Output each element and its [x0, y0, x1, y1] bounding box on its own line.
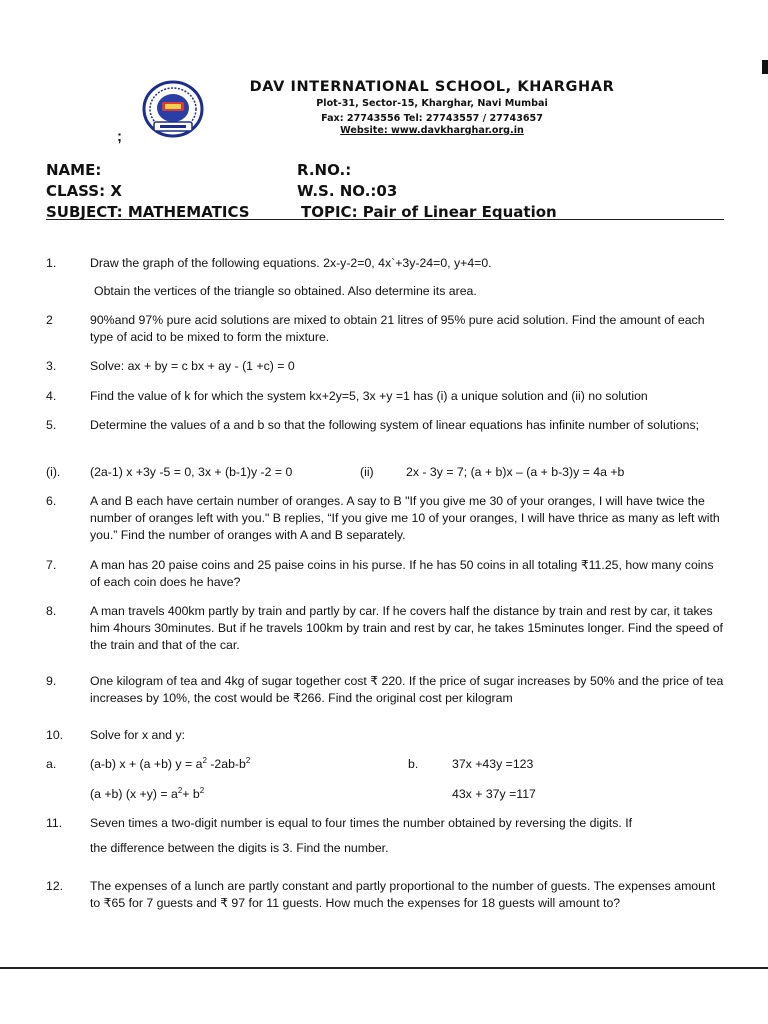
question-number: 12.: [46, 879, 64, 893]
question-7: [46, 557, 726, 591]
part-a-equation-1: [90, 756, 250, 773]
part-a-b-row-1: [90, 756, 726, 773]
question-text: The expenses of a lunch are partly constant and partly proportional to the number of guests. The expenses amount to ₹65 for 7 guests and ₹ 97 for 11 guests. How much the expenses for 18 guests will amount to?: [90, 879, 716, 910]
question-5: [46, 417, 726, 434]
question-10: [46, 727, 726, 744]
class-label: CLASS: X: [46, 182, 122, 200]
stray-mark: ;: [117, 128, 122, 145]
question-number: 3.: [46, 359, 57, 373]
exponent: 2: [245, 755, 251, 765]
question-number: 4.: [46, 389, 57, 403]
question-number: 6.: [46, 494, 57, 508]
question-number: 8.: [46, 604, 57, 618]
question-6: [46, 493, 726, 544]
question-number: 2: [46, 313, 53, 327]
question-2: [46, 312, 726, 346]
part-columns: [90, 464, 726, 481]
corner-mark: [762, 60, 768, 74]
part-ii-label: (ii): [360, 465, 374, 479]
question-text: 90%and 97% pure acid solutions are mixed to obtain 21 litres of 95% pure acid solution. Find the amount of each type of acid to be mixed to form the mixture.: [90, 313, 705, 344]
part-ii-equations: 2x - 3y = 7; (a + b)x – (a + b-3)y = 4a +b: [406, 465, 625, 479]
part-number: a.: [46, 757, 57, 771]
worksheet-number-label: W.S. NO.:03: [297, 182, 398, 200]
name-field-label: NAME:: [46, 161, 102, 179]
part-number: (i).: [46, 465, 61, 479]
exponent: 2: [199, 785, 205, 795]
part-b-equation-1: 37x +43y =123: [452, 757, 534, 771]
part-a-equation-2: [90, 786, 204, 803]
roll-number-label: R.NO.:: [297, 161, 352, 179]
question-text: Draw the graph of the following equations. 2x-y-2=0, 4x`+3y-24=0, y+4=0.: [90, 256, 492, 270]
topic-label: TOPIC: Pair of Linear Equation: [301, 203, 557, 221]
exponent: 2: [202, 755, 207, 765]
question-4: [46, 388, 726, 405]
footer-divider: [0, 967, 768, 969]
eq-term: (a +b) (x +y) = a: [90, 787, 178, 801]
question-text: Solve for x and y:: [90, 728, 186, 742]
question-3: [46, 358, 726, 375]
header-divider: [46, 219, 724, 220]
question-text: Solve: ax + by = c bx + ay - (1 +c) = 0: [90, 359, 295, 373]
question-text: Find the value of k for which the system kx+2y=5, 3x +y =1 has (i) a unique solution and (ii) no solution: [90, 389, 648, 403]
part-b-label: b.: [408, 757, 419, 771]
eq-term: + b: [182, 787, 200, 801]
question-number: 1.: [46, 256, 57, 270]
subject-label: SUBJECT: MATHEMATICS: [46, 203, 250, 221]
question-8: [46, 603, 726, 654]
part-b-equation-2: 43x + 37y =117: [452, 787, 536, 801]
question-text: A man travels 400km partly by train and partly by car. If he covers half the distance by train and rest by car, it takes him 4hours 30minutes. But if he travels 100km by train and rest by car, he takes 15minutes longer. Find the speed of the train and that of the car.: [90, 604, 723, 652]
question-text: A man has 20 paise coins and 25 paise coins in his purse. If he has 50 coins in all totaling ₹11.25, how many coins of each coin does he have?: [90, 558, 714, 589]
question-text-continued: Obtain the vertices of the triangle so obtained. Also determine its area.: [94, 284, 477, 298]
exponent: 2: [177, 785, 183, 795]
question-text: A and B each have certain number of oranges. A say to B "If you give me 30 of your oranges, I will have twice the number of oranges left with you." B replies, “If you give me 10 of your oranges, I will have thrice as many as left with you.” Find the number of oranges with A and B separately.: [90, 494, 720, 542]
worksheet-info: [297, 160, 557, 223]
question-text: Determine the values of a and b so that the following system of linear equations has infinite number of solutions;: [90, 418, 700, 432]
question-number: 5.: [46, 418, 57, 432]
question-text: One kilogram of tea and 4kg of sugar together cost ₹ 220. If the price of sugar increases by 50% and the price of tea increases by 10%, the cost would be ₹266. Find the original cost per kilogram: [90, 674, 724, 705]
question-11: [46, 815, 726, 857]
question-number: 9.: [46, 674, 57, 688]
question-text-continued: the difference between the digits is 3. Find the number.: [90, 841, 389, 855]
question-12: [46, 878, 726, 912]
part-i-equations: (2a-1) x +3y -5 = 0, 3x + (b-1)y -2 = 0: [90, 465, 293, 479]
part-a-b-row-2: [90, 786, 726, 803]
school-name: DAV INTERNATIONAL SCHOOL, KHARGHAR: [249, 79, 615, 95]
question-10-parts: [46, 756, 726, 803]
school-address: Plot-31, Sector-15, Kharghar, Navi Mumbai: [316, 98, 548, 109]
school-logo-icon: [142, 78, 204, 140]
question-number: 7.: [46, 558, 57, 572]
question-number: 11.: [46, 816, 63, 830]
question-number: 10.: [46, 728, 64, 742]
question-text: Seven times a two-digit number is equal to four times the number obtained by reversing the digits. If: [90, 816, 633, 830]
question-5-parts: [46, 464, 726, 481]
eq-term: -2ab-b: [206, 757, 246, 771]
question-1: [46, 255, 726, 300]
eq-term: (a-b) x + (a +b) y = a: [90, 757, 203, 771]
school-contact: Fax: 27743556 Tel: 27743557 / 27743657: [321, 113, 543, 124]
school-website: Website: www.davkharghar.org.in: [340, 125, 524, 136]
school-header: [246, 79, 618, 137]
student-info: [46, 160, 250, 223]
question-9: [46, 673, 726, 707]
